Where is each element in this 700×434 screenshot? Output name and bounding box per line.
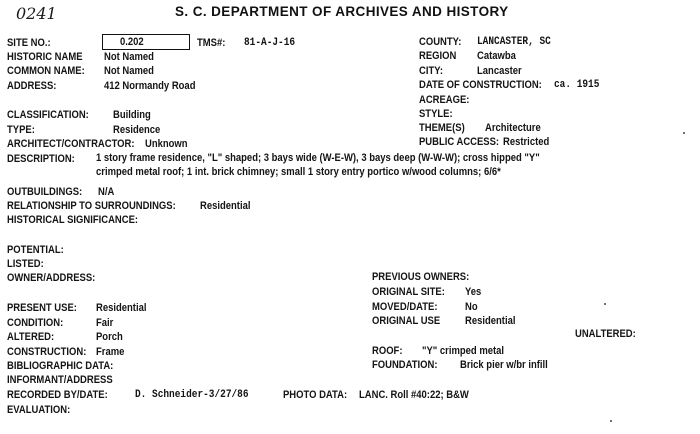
- potential-label: POTENTIAL:: [7, 244, 64, 256]
- evaluation-label: EVALUATION:: [7, 404, 71, 416]
- unaltered-label: UNALTERED:: [575, 328, 636, 340]
- condition-label: CONDITION:: [7, 317, 64, 329]
- themes-label: THEME(S): [419, 122, 465, 134]
- address-label: ADDRESS:: [7, 80, 57, 92]
- altered-value: Porch: [96, 331, 123, 343]
- classification-value: Building: [113, 109, 151, 121]
- site-no-label: SITE NO.:: [7, 37, 51, 49]
- bibliographic-data-label: BIBLIOGRAPHIC DATA:: [7, 360, 114, 372]
- historic-name-label: HISTORIC NAME: [7, 51, 83, 63]
- present-use-value: Residential: [96, 302, 147, 314]
- region-label: REGION: [419, 50, 457, 62]
- previous-owners-label: PREVIOUS OWNERS:: [372, 271, 470, 283]
- common-name-label: COMMON NAME:: [7, 65, 85, 77]
- scan-speck: [610, 420, 612, 422]
- architect-label: ARCHITECT/CONTRACTOR:: [7, 138, 135, 150]
- city-value: Lancaster: [477, 65, 522, 77]
- recorded-by-label: RECORDED BY/DATE:: [7, 389, 108, 401]
- description-line-2: crimped metal roof; 1 int. brick chimney; small 1 story entry portico w/wood columns; 6/6*: [96, 166, 501, 178]
- roof-label: ROOF:: [372, 345, 403, 357]
- informant-label: INFORMANT/ADDRESS: [7, 374, 113, 386]
- region-value: Catawba: [477, 50, 516, 62]
- page-title: S. C. DEPARTMENT OF ARCHIVES AND HISTORY: [175, 4, 509, 19]
- recorded-by-value: D. Schneider-3/27/86: [135, 389, 249, 401]
- date-of-construction-value: ca. 1915: [554, 79, 600, 91]
- roof-value: "Y" crimped metal: [422, 345, 505, 357]
- description-line-1: 1 story frame residence, "L" shaped; 3 bays wide (W-E-W), 3 bays deep (W-W-W); cross hipped "Y": [96, 152, 540, 164]
- architect-value: Unknown: [145, 138, 188, 150]
- address-value: 412 Normandy Road: [104, 80, 196, 92]
- altered-label: ALTERED:: [7, 331, 55, 343]
- city-label: CITY:: [419, 65, 443, 77]
- scan-speck: [683, 132, 685, 134]
- construction-label: CONSTRUCTION:: [7, 346, 87, 358]
- outbuildings-label: OUTBUILDINGS:: [7, 186, 83, 198]
- original-site-label: ORIGINAL SITE:: [372, 286, 445, 298]
- historical-significance-label: HISTORICAL SIGNIFICANCE:: [7, 214, 139, 226]
- original-use-label: ORIGINAL USE: [372, 315, 441, 327]
- tms-value: 81-A-J-16: [244, 37, 296, 49]
- condition-value: Fair: [96, 317, 114, 329]
- site-no-box: [102, 34, 190, 50]
- county-value: LANCASTER, SC: [477, 36, 551, 48]
- listed-label: LISTED:: [7, 258, 44, 270]
- handwritten-number: 0241: [16, 4, 57, 23]
- acreage-label: ACREAGE:: [419, 94, 470, 106]
- site-no-value: 0.202: [120, 36, 144, 48]
- county-label: COUNTY:: [419, 36, 462, 48]
- construction-value: Frame: [96, 346, 125, 358]
- original-use-value: Residential: [465, 315, 516, 327]
- relationship-value: Residential: [200, 200, 251, 212]
- type-label: TYPE:: [7, 124, 35, 136]
- style-label: STYLE:: [419, 108, 453, 120]
- date-of-construction-label: DATE OF CONSTRUCTION:: [419, 79, 542, 91]
- public-access-label: PUBLIC ACCESS:: [419, 136, 500, 148]
- photo-data-value: LANC. Roll #40:22; B&W: [359, 389, 469, 401]
- description-label: DESCRIPTION:: [7, 153, 75, 165]
- tms-label: TMS#:: [197, 37, 226, 49]
- foundation-value: Brick pier w/br infill: [460, 359, 548, 371]
- owner-address-label: OWNER/ADDRESS:: [7, 272, 96, 284]
- type-value: Residence: [113, 124, 161, 136]
- photo-data-label: PHOTO DATA:: [283, 389, 348, 401]
- original-site-value: Yes: [465, 286, 482, 298]
- common-name-value: Not Named: [104, 65, 154, 77]
- moved-date-label: MOVED/DATE:: [372, 301, 438, 313]
- historic-name-value: Not Named: [104, 51, 154, 63]
- classification-label: CLASSIFICATION:: [7, 109, 89, 121]
- foundation-label: FOUNDATION:: [372, 359, 438, 371]
- themes-value: Architecture: [485, 122, 541, 134]
- relationship-label: RELATIONSHIP TO SURROUNDINGS:: [7, 200, 176, 212]
- outbuildings-value: N/A: [98, 186, 115, 198]
- moved-date-value: No: [465, 301, 478, 313]
- scan-speck: [604, 303, 606, 305]
- public-access-value: Restricted: [503, 136, 550, 148]
- present-use-label: PRESENT USE:: [7, 302, 77, 314]
